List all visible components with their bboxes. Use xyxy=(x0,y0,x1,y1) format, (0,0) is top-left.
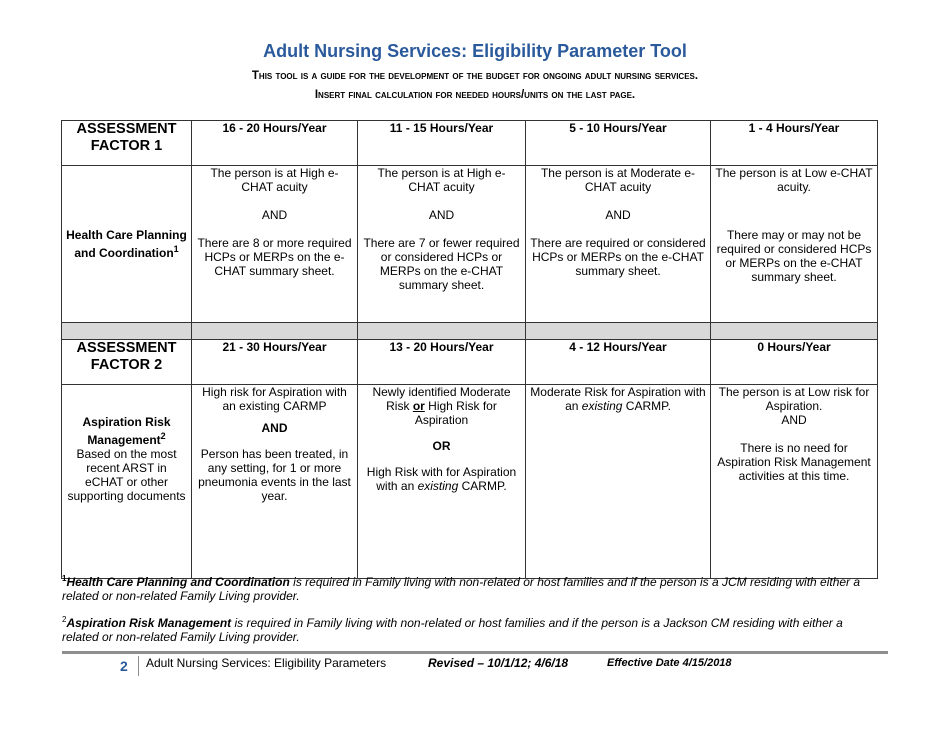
factor1-cell-2: The person is at High e-CHAT acuity AND There are 7 or fewer required or considered HCPs or MERPs on the e-CHAT summary sheet. xyxy=(358,166,526,323)
footer-revised: Revised – 10/1/12; 4/6/18 xyxy=(428,656,569,670)
factor2-cell-1: High risk for Aspiration with an existing CARMP AND Person has been treated, in any setting, for 1 or more pneumonia events in the last year. xyxy=(192,385,358,579)
factor1-col-2: 11 - 15 Hours/Year xyxy=(358,121,526,166)
factor1-row xyxy=(62,166,878,323)
footnote-2: $^2$Aspiration Risk Management is required in Family living with non-related or host families and if the person is a Jackson CM residing with either a related or non-related Family Living provider. xyxy=(62,615,843,644)
page-footer xyxy=(62,654,888,676)
factor2-col-3: 4 - 12 Hours/Year xyxy=(526,340,711,385)
factor2-col-1: 21 - 30 Hours/Year xyxy=(192,340,358,385)
factor2-col-2: 13 - 20 Hours/Year xyxy=(358,340,526,385)
subtitle-line-1: This tool is a guide for the development of the budget for ongoing adult nursing services. xyxy=(251,70,699,82)
footer-doc-title: Adult Nursing Services: Eligibility Parameters xyxy=(146,656,387,670)
factor1-col-4: 1 - 4 Hours/Year xyxy=(711,121,878,166)
factor1-cell-1: The person is at High e-CHAT acuity AND There are 8 or more required HCPs or MERPs on the e-CHAT summary sheet. xyxy=(192,166,358,323)
factor1-col-1: 16 - 20 Hours/Year xyxy=(192,121,358,166)
factor2-cell-3: Moderate Risk for Aspiration with an existing CARMP. xyxy=(526,385,711,579)
factor1-header: ASSESSMENT FACTOR 1 xyxy=(62,121,192,166)
factor2-row-sublabel: Based on the most recent ARST in eCHAT or other supporting documents xyxy=(67,447,186,503)
factor1-cell-4: The person is at Low e-CHAT acuity. There may or may not be required or considered HCPs or MERPs on the e-CHAT summary sheet. xyxy=(711,166,878,323)
factor2-row-label: Aspiration Risk Management$^2$ Based on the most recent ARST in eCHAT or other supporting documents xyxy=(62,385,192,579)
separator-row xyxy=(62,323,878,340)
page-number: 2 xyxy=(120,658,128,674)
footer-divider xyxy=(138,656,139,676)
subtitle-line-2: Insert final calculation for needed hours/units on the last page. xyxy=(314,89,636,101)
factor1-col-3: 5 - 10 Hours/Year xyxy=(526,121,711,166)
eligibility-table xyxy=(61,120,878,579)
factor2-cell-4: The person is at Low risk for Aspiration. AND There is no need for Aspiration Risk Management activities at this time. xyxy=(711,385,878,579)
factor2-header: ASSESSMENT FACTOR 2 xyxy=(62,340,192,385)
factor2-cell-2: Newly identified Moderate Risk or High Risk for Aspiration OR High Risk with for Aspiration with an existing CARMP. xyxy=(358,385,526,579)
footnote-1: $^1$Health Care Planning and Coordination is required in Family living with non-related or host families and if the person is a JCM residing with either a related or non-related Family Living provider. xyxy=(62,574,861,603)
factor1-row-label: Health Care Planning and Coordination$^1$ xyxy=(62,166,192,323)
factor2-header-row xyxy=(62,340,878,385)
page-title: Adult Nursing Services: Eligibility Parameter Tool xyxy=(263,41,687,61)
factor1-header-row xyxy=(62,121,878,166)
factor2-col-4: 0 Hours/Year xyxy=(711,340,878,385)
factor2-row xyxy=(62,385,878,579)
footer-effective-date: Effective Date 4/15/2018 xyxy=(607,657,732,669)
factor1-cell-3: The person is at Moderate e-CHAT acuity AND There are required or considered HCPs or MERPs on the e-CHAT summary sheet. xyxy=(526,166,711,323)
